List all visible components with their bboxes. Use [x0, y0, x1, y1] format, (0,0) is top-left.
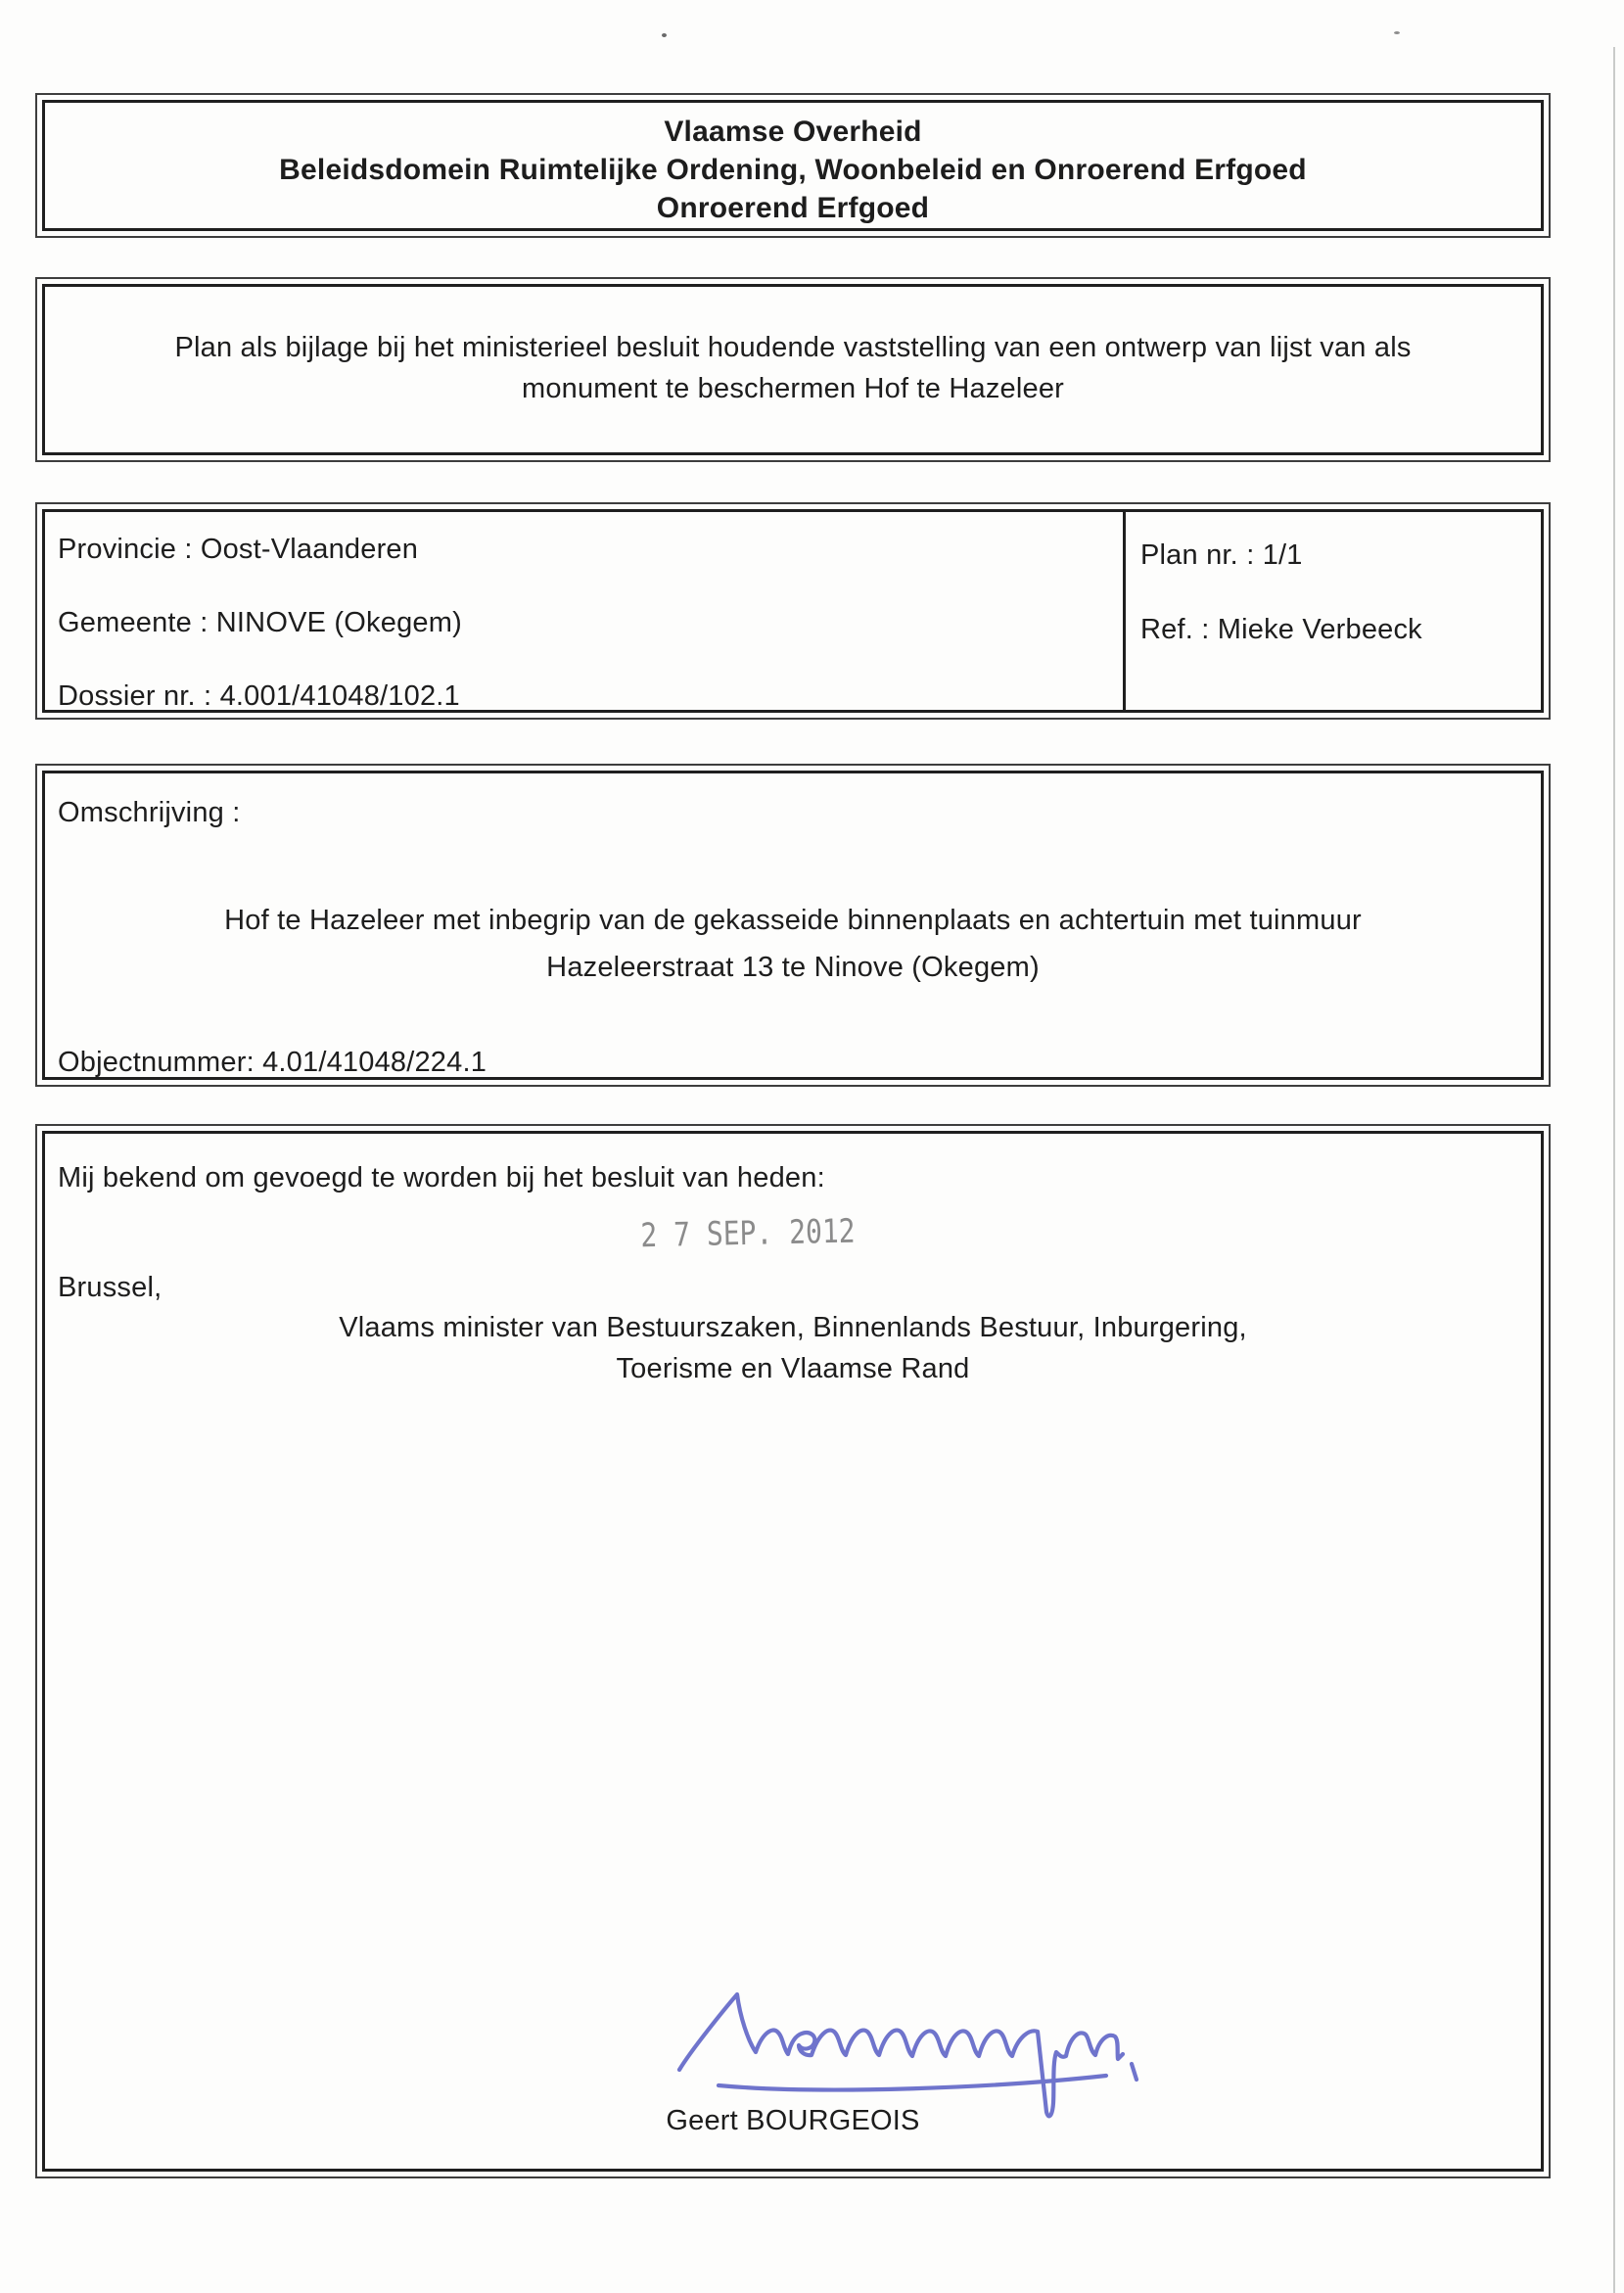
scan-speck [1394, 31, 1400, 34]
description-box [35, 764, 1551, 1087]
scan-page-edge-line [1613, 47, 1615, 2293]
minister-title-line2: Toerisme en Vlaamse Rand [616, 1353, 970, 1384]
attestation-line: Mij bekend om gevoegd te worden bij het besluit van heden: [58, 1162, 825, 1193]
info-box-column-divider [1123, 512, 1126, 710]
org-agency: Onroerend Erfgoed [656, 192, 930, 224]
description-label: Omschrijving : [58, 797, 241, 828]
plan-title-line2: monument te beschermen Hof te Hazeleer [521, 373, 1065, 404]
date-stamp: 2 7 SEP. 2012 [640, 1211, 856, 1255]
dossier-number-field: Dossier nr. : 4.001/41048/102.1 [58, 680, 460, 712]
scan-speck [662, 33, 667, 37]
reference-field: Ref. : Mieke Verbeeck [1140, 614, 1422, 645]
municipality-field: Gemeente : NINOVE (Okegem) [58, 607, 462, 638]
city-line: Brussel, [58, 1272, 162, 1303]
signatory-name: Geert BOURGEOIS [666, 2105, 920, 2136]
description-line2: Hazeleerstraat 13 te Ninove (Okegem) [546, 952, 1040, 983]
plan-number-field: Plan nr. : 1/1 [1140, 539, 1303, 571]
org-domain: Beleidsdomein Ruimtelijke Ordening, Woonbeleid en Onroerend Erfgoed [279, 154, 1307, 186]
description-line1: Hof te Hazeleer met inbegrip van de gekasseide binnenplaats en achtertuin met tuinmuur [224, 905, 1362, 936]
plan-title-box-inner-border [42, 284, 1544, 455]
org-title: Vlaamse Overheid [664, 116, 922, 148]
signature-box [35, 1124, 1551, 2178]
object-number-field: Objectnummer: 4.01/41048/224.1 [58, 1047, 487, 1078]
minister-title-line1: Vlaams minister van Bestuurszaken, Binnenlands Bestuur, Inburgering, [339, 1312, 1247, 1343]
plan-title-line1: Plan als bijlage bij het ministerieel besluit houdende vaststelling van een ontwerp van lijst van als [174, 332, 1412, 363]
info-box [35, 502, 1551, 720]
plan-title-box [35, 277, 1551, 462]
province-field: Provincie : Oost-Vlaanderen [58, 534, 419, 565]
header-box [35, 93, 1551, 238]
